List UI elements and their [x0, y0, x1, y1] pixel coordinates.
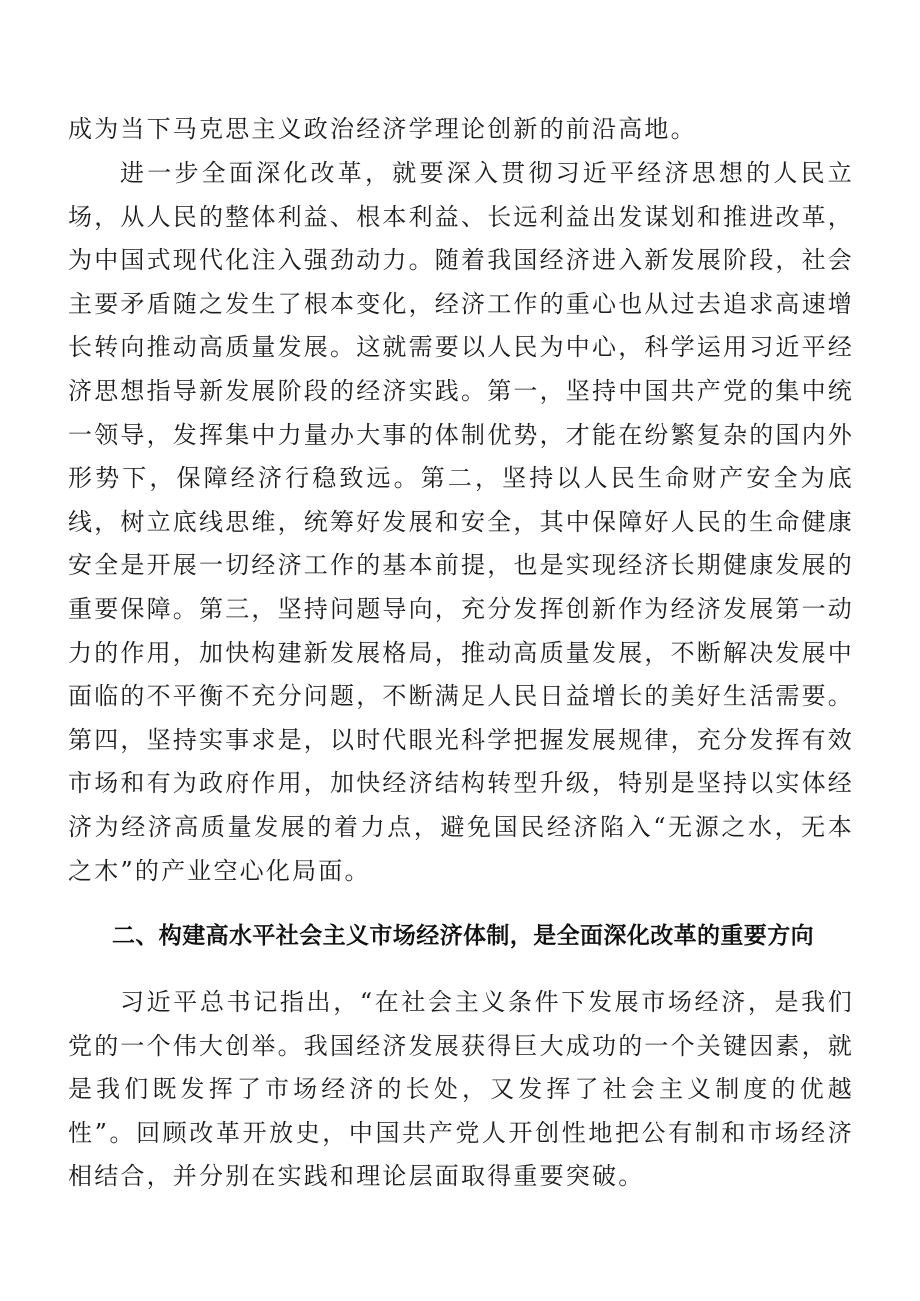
- body-paragraph-1: 进一步全面深化改革，就要深入贯彻习近平经济思想的人民立场，从人民的整体利益、根本利益、长远利益出发谋划和推进改革，为中国式现代化注入强劲动力。随着我国经济进入新发展阶段，社会主要矛盾随之发生了根本变化，经济工作的重心也从过去追求高速增长转向推动高质量发展。这就需要以人民为中心，科学运用习近平经济思想指导新发展阶段的经济实践。第一，坚持中国共产党的集中统一领导，发挥集中力量办大事的体制优势，才能在纷繁复杂的国内外形势下，保障经济行稳致远。第二，坚持以人民生命财产安全为底线，树立底线思维，统筹好发展和安全，其中保障好人民的生命健康安全是开展一切经济工作的基本前提，也是实现经济长期健康发展的重要保障。第三，坚持问题导向，充分发挥创新作为经济发展第一动力的作用，加快构建新发展格局，推动高质量发展，不断解决发展中面临的不平衡不充分问题，不断满足人民日益增长的美好生活需要。第四，坚持实事求是，以时代眼光科学把握发展规律，充分发挥有效市场和有为政府作用，加快经济结构转型升级，特别是坚持以实体经济为经济高质量发展的着力点，避免国民经济陷入“无源之水，无本之木”的产业空心化局面。: [68, 159, 854, 885]
- continuation-paragraph: 成为当下马克思主义政治经济学理论创新的前沿高地。: [68, 115, 697, 143]
- body-paragraph-2: 习近平总书记指出，“在社会主义条件下发展市场经济，是我们党的一个伟大创举。我国经济发展获得巨大成功的一个关键因素，就是我们既发挥了市场经济的长处，又发挥了社会主义制度的优越性”。回顾改革开放史，中国共产党人开创性地把公有制和市场经济相结合，并分别在实践和理论层面取得重要突破。: [68, 988, 854, 1191]
- section-heading: 二、构建高水平社会主义市场经济体制，是全面深化改革的重要方向: [112, 923, 814, 949]
